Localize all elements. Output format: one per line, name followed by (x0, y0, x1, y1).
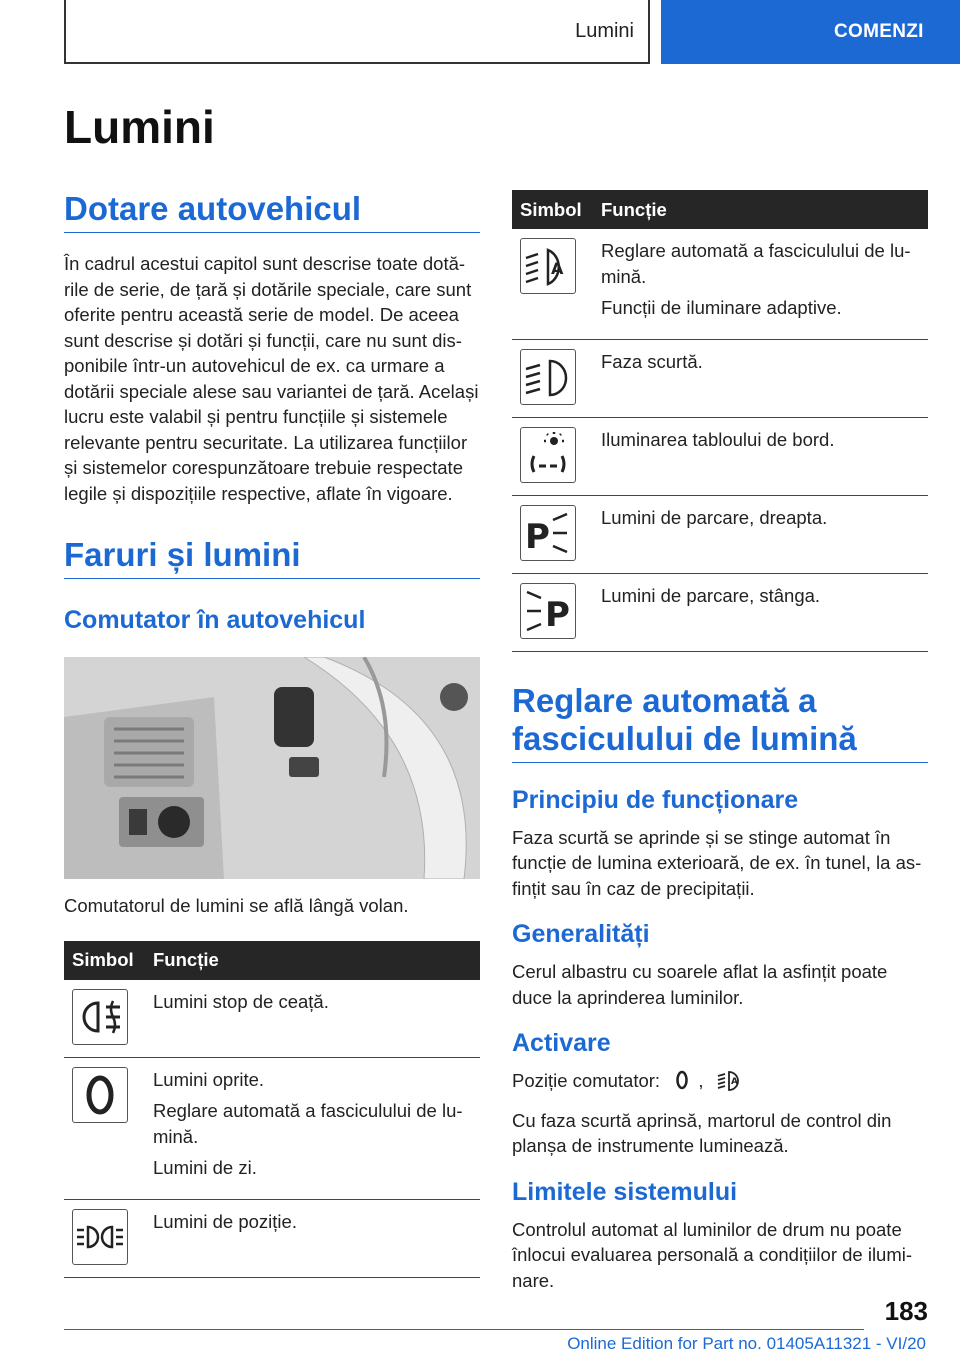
table-row (512, 495, 928, 573)
table-row (512, 417, 928, 495)
right-symbol-table (512, 190, 928, 652)
principle-paragraph: Faza scurtă se aprinde și se stinge automat în funcție de lumina exterioară, de ex. în tunel, la asfințit sau în caz de precipitații. (512, 826, 922, 899)
right-column (512, 190, 928, 1293)
table-row (64, 980, 480, 1058)
parking-light-left-icon (520, 583, 576, 639)
table-header-row (64, 941, 480, 980)
activation-paragraph: Cu faza scurtă aprinsă, martorul de control din planșa de instrumente luminează. (512, 1109, 892, 1156)
heading-equipment: Dotare autovehicul (64, 190, 480, 233)
switch-photo (64, 657, 480, 879)
switch-photo-drawing (64, 657, 480, 879)
activation-prefix: Poziție comutator: (512, 1070, 661, 1091)
auto-position-icon (717, 1069, 743, 1098)
function-text: Lumini stop de ceață. (153, 990, 329, 1012)
equipment-paragraph: În cadrul acestui capitol sunt descrise toate dotările de serie, de țară și dotările speciale, care sunt oferite pentru această serie de model. De aceea sunt descrise și dotări și funcții, care nu sunt disponibile într-un autovehicul de ex. ca urmare a dotării speciale alese sau variantei de țară. Același lucru este valabil și pentru funcțiile și sistemele relevante pentru securitate. La utilizarea funcțiilor și sistemelor corespunzătoare trebuie respectate legile și dispozițiile respective, aflate în vigoare. (64, 253, 479, 504)
header-chapter-label: COMENZI (834, 21, 924, 42)
svg-text:P: P (545, 594, 570, 634)
header-chapter-box (661, 0, 960, 64)
limits-paragraph: Controlul automat al luminilor de drum nu poate înlocui evaluarea personală a condițiilor de iluminare. (512, 1218, 913, 1291)
table-row (512, 573, 928, 651)
left-column (64, 190, 480, 1278)
table-header-row (512, 190, 928, 229)
header-section-box (64, 0, 650, 64)
parking-light-right-icon (520, 505, 576, 561)
general-paragraph: Cerul albastru cu soarele aflat la asfințit poate duce la aprinderea luminilor. (512, 961, 888, 1008)
heading-general: Generalități (512, 920, 650, 948)
function-text: Iluminarea tabloului de bord. (601, 428, 835, 450)
col-header-symbol: Simbol (64, 941, 145, 980)
function-text: Lumini de parcare, stânga. (601, 584, 821, 606)
fog-light-icon (72, 989, 128, 1045)
low-beam-icon (520, 349, 576, 405)
heading-switch: Comutator în autovehicul (64, 606, 366, 634)
function-text: Lumini oprite. (153, 1068, 265, 1090)
col-header-symbol: Simbol (512, 190, 593, 229)
table-row (64, 1057, 480, 1199)
heading-auto-beam: Reglare automată a fasciculului de lumină (512, 682, 928, 763)
heading-principle: Principiu de funcționare (512, 785, 799, 814)
footer-edition: Online Edition for Part no. 01405A11321 - VI/20 (567, 1334, 926, 1353)
col-header-function: Funcție (593, 190, 928, 229)
heading-limits: Limitele sistemului (512, 1177, 738, 1206)
switch-caption: Comutatorul de lumini se află lângă volan. (64, 895, 409, 916)
zero-position-icon (675, 1069, 689, 1098)
function-text: Lumini de zi. (153, 1157, 257, 1178)
activation-line (512, 1068, 928, 1098)
page-title: Lumini (64, 101, 215, 153)
function-text: Reglare automată a fasciculului de lumină. (601, 240, 911, 287)
left-symbol-table (64, 941, 480, 1278)
footer-divider (64, 1329, 864, 1330)
activation-separator: , (698, 1070, 704, 1091)
auto-headlight-icon (520, 238, 576, 294)
function-text: Reglare automată a fasciculului de lumină. (153, 1100, 463, 1147)
function-text: Lumini de parcare, dreapta. (601, 506, 828, 528)
position-light-icon (72, 1209, 128, 1265)
col-header-function: Funcție (145, 941, 480, 980)
page-number: 183 (884, 1296, 928, 1326)
function-text: Faza scurtă. (601, 350, 703, 372)
table-row (64, 1199, 480, 1277)
function-text: Lumini de poziție. (153, 1210, 297, 1232)
instrument-lighting-icon (520, 427, 576, 483)
svg-text:P: P (525, 516, 550, 556)
heading-lights: Faruri și lumini (64, 536, 480, 579)
table-row (512, 229, 928, 339)
heading-activation: Activare (512, 1029, 611, 1057)
table-row (512, 339, 928, 417)
function-text: Funcții de iluminare adaptive. (601, 297, 842, 318)
header-section-label: Lumini (575, 19, 634, 42)
zero-icon (72, 1067, 128, 1123)
svg-text:A: A (551, 259, 564, 278)
svg-text:A: A (730, 1077, 738, 1087)
